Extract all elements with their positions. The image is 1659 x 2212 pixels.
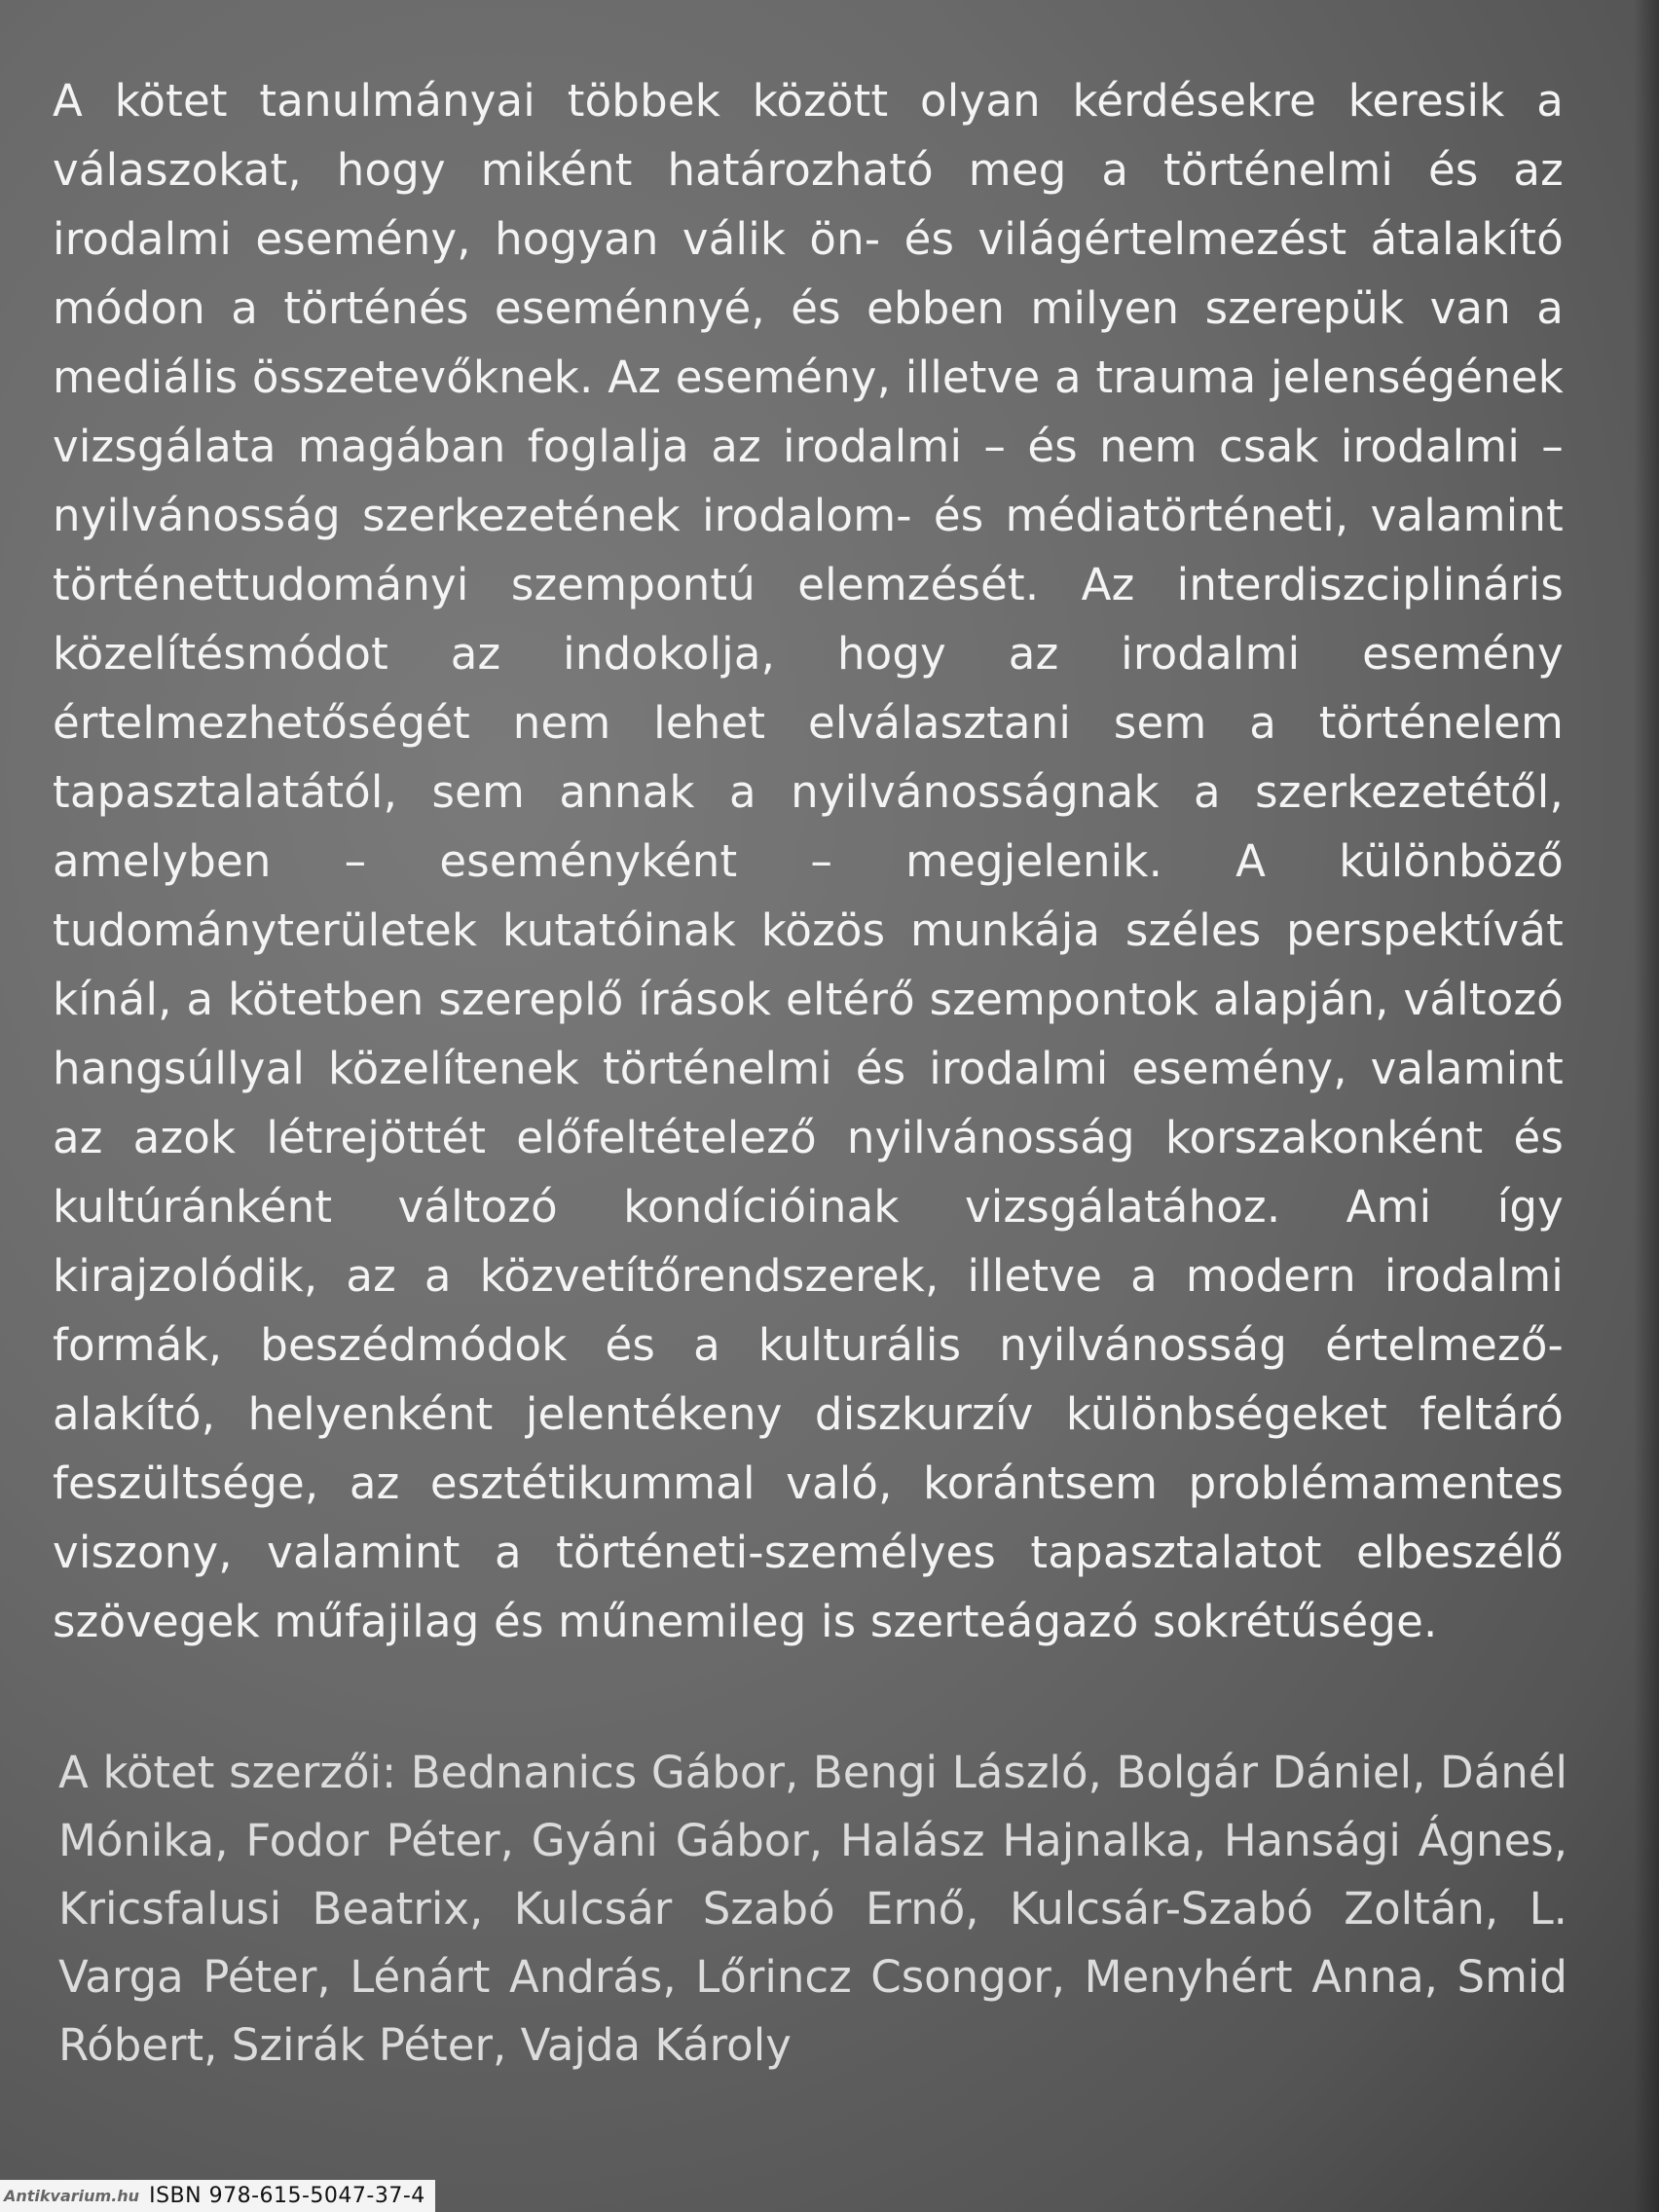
watermark-text: Antikvarium.hu <box>4 2187 140 2205</box>
isbn-number: ISBN 978-615-5047-37-4 <box>149 2184 425 2208</box>
isbn-label <box>0 2180 435 2212</box>
cover-edge-shadow <box>1634 0 1659 2212</box>
blurb-text: A kötet tanulmányai többek között olyan kérdésekre keresik a válaszokat, hogy miként határozható meg a történelmi és az irodalmi esemény, hogyan válik ön- és világértelmezést átalakító módon a történés eseménnyé, és ebben milyen szerepük van a mediális összetevőknek. Az esemény, illetve a trauma jelenségének vizsgálata magában foglalja az irodalmi – és nem csak irodalmi – nyilvánosság szerkezetének irodalom- és médiatörténeti, valamint történettudományi szempontú elemzését. Az interdiszciplináris közelítésmódot az indokolja, hogy az irodalmi esemény értelmezhetőségét nem lehet elválasztani sem a történelem tapasztalatától, sem annak a nyilvánosságnak a szerkezetétől, amelyben – eseményként – megjelenik. A különböző tudományterületek kutatóinak közös munkája széles perspektívát kínál, a kötetben szereplő írások eltérő szempontok alapján, változó hangsúllyal közelítenek történelmi és irodalmi esemény, valamint az azok létrejöttét előfeltételező nyilvánosság korszakonként és kultúránként változó kondícióinak vizsgálatához. Ami így kirajzolódik, az a közvetítőrendszerek, illetve a modern irodalmi formák, beszédmódok és a kulturális nyilvánosság értelmező-alakító, helyenként jelentékeny diszkurzív különbségeket feltáró feszültsége, az esztétikummal való, korántsem problémamentes viszony, valamint a történeti-személyes tapasztalatot elbeszélő szövegek műfajilag és műnemileg is szerteágazó sokrétűsége. <box>53 75 1564 1647</box>
authors-list: A kötet szerzői: Bednanics Gábor, Bengi László, Bolgár Dániel, Dánél Mónika, Fodor Péter, Gyáni Gábor, Halász Hajnalka, Hansági Ágnes, Kricsfalusi Beatrix, Kulcsár Szabó Ernő, Kulcsár-Szabó Zoltán, L. Varga Péter, Lénárt András, Lőrincz Csongor, Menyhért Anna, Smid Róbert, Szirák Péter, Vajda Károly <box>58 1747 1567 2071</box>
